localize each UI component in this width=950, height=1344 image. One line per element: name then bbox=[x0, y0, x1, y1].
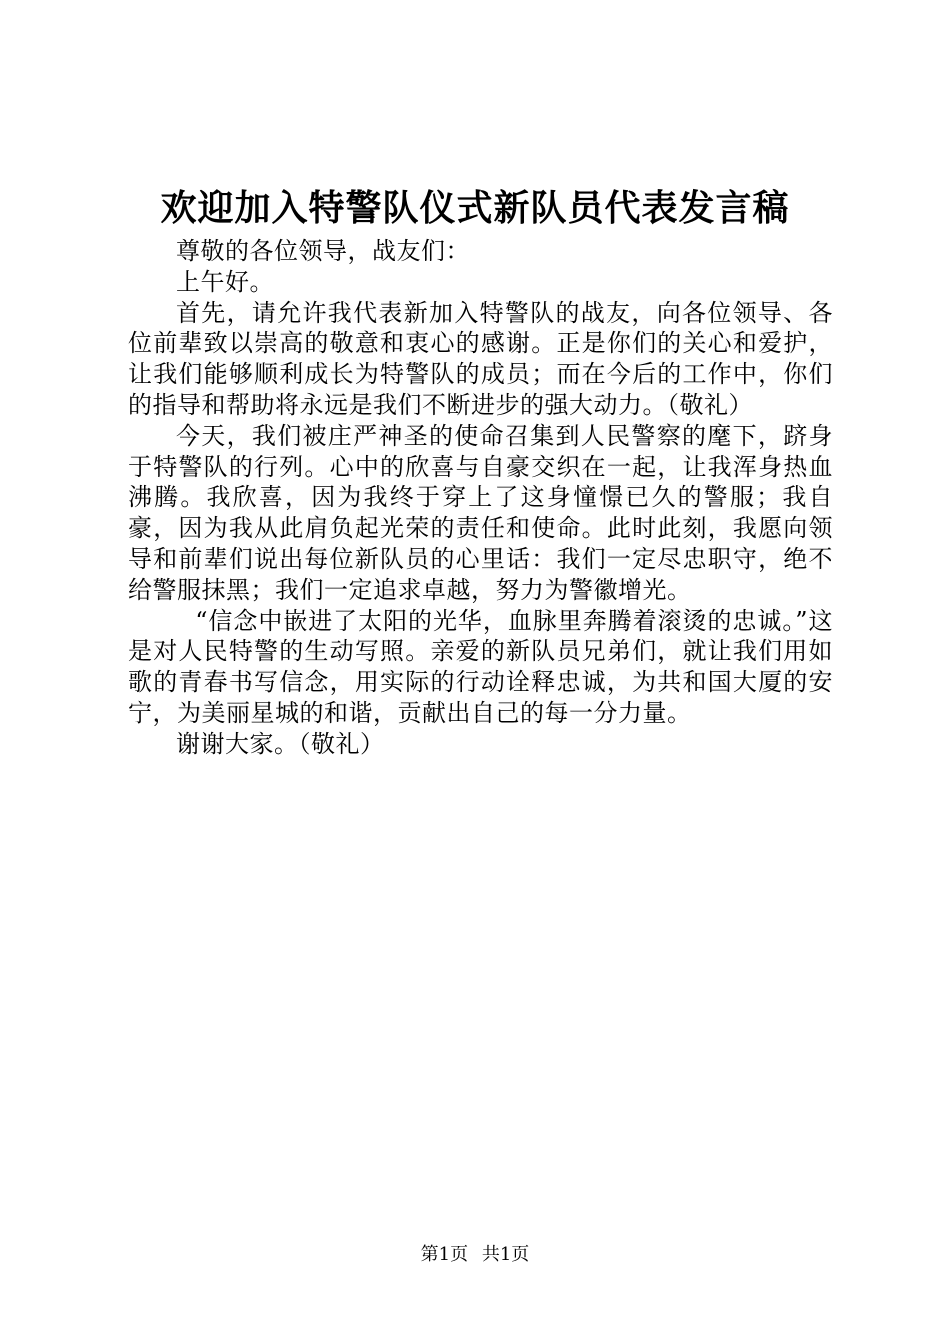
document-title: 欢迎加入特警队仪式新队员代表发言稿 bbox=[160, 187, 790, 229]
page-number: 第1页 bbox=[420, 1244, 469, 1265]
page-footer bbox=[0, 1243, 950, 1267]
body-paragraph-1: 首先，请允许我代表新加入特警队的战友，向各位领导、各位前辈致以崇高的敬意和衷心的感谢。正是你们的关心和爱护，让我们能够顺利成长为特警队的成员；而在今后的工作中，你们的指导和帮助将永远是我们不断进步的强大动力。（敬礼） bbox=[128, 298, 833, 419]
salutation-paragraph: 尊敬的各位领导，战友们： bbox=[176, 237, 470, 265]
closing-paragraph: 谢谢大家。（敬礼） bbox=[176, 729, 385, 758]
greeting-paragraph: 上午好。 bbox=[176, 267, 274, 296]
document-body bbox=[128, 236, 833, 760]
page-total: 共1页 bbox=[481, 1244, 530, 1265]
body-paragraph-2: 今天，我们被庄严神圣的使命召集到人民警察的麾下，跻身于特警队的行列。心中的欣喜与自豪交织在一起，让我浑身热血沸腾。我欣喜，因为我终于穿上了这身憧憬已久的警服；我自豪，因为我从此肩负起光荣的责任和使命。此时此刻，我愿向领导和前辈们说出每位新队员的心里话：我们一定尽忠职守，绝不给警服抹黑；我们一定追求卓越，努力为警徽增光。 bbox=[128, 421, 833, 604]
body-paragraph-3: “信念中嵌进了太阳的光华，血脉里奔腾着滚烫的忠诚。”这是对人民特警的生动写照。亲爱的新队员兄弟们，就让我们用如歌的青春书写信念，用实际的行动诠释忠诚，为共和国大厦的安宁，为美丽星城的和谐，贡献出自己的每一分力量。 bbox=[128, 606, 833, 727]
